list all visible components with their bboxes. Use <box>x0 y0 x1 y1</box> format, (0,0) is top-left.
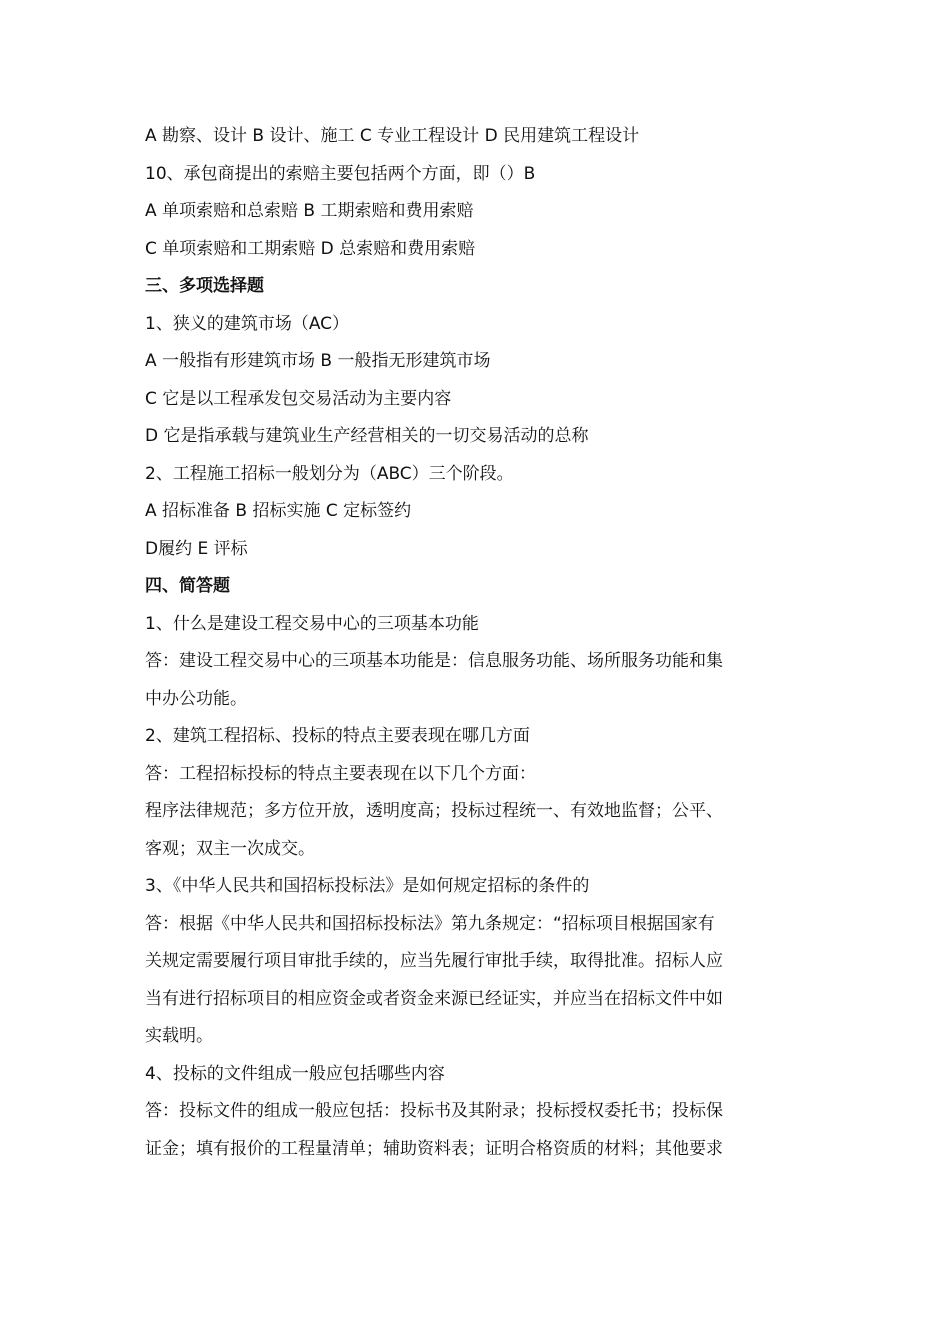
text-line: 10、承包商提出的索赔主要包括两个方面，即（）B <box>145 163 536 184</box>
text-line: A 招标准备 B 招标实施 C 定标签约 <box>145 501 412 521</box>
text-line: 1、什么是建设工程交易中心的三项基本功能 <box>145 613 479 634</box>
text-line: D 它是指承载与建筑业生产经营相关的一切交易活动的总称 <box>145 426 589 446</box>
text-line: 当有进行招标项目的相应资金或者资金来源已经证实，并应当在招标文件中如 <box>145 988 723 1009</box>
text-line: A 一般指有形建筑市场 B 一般指无形建筑市场 <box>145 351 491 371</box>
text-line: 实载明。 <box>145 1026 213 1046</box>
text-line: A 单项索赔和总索赔 B 工期索赔和费用索赔 <box>145 201 474 221</box>
text-line: 4、投标的文件组成一般应包括哪些内容 <box>145 1063 445 1084</box>
section-heading: 三、多项选择题 <box>145 276 264 296</box>
text-line: 答：根据《中华人民共和国招标投标法》第九条规定：“招标项目根据国家有 <box>145 913 715 934</box>
text-line: 答：投标文件的组成一般应包括：投标书及其附录；投标授权委托书；投标保 <box>145 1101 723 1121</box>
text-line: C 单项索赔和工期索赔 D 总索赔和费用索赔 <box>145 238 476 259</box>
text-line: 1、狭义的建筑市场（AC） <box>145 313 350 334</box>
text-line: D履约 E 评标 <box>145 538 248 559</box>
text-line: 程序法律规范；多方位开放，透明度高；投标过程统一、有效地监督；公平、 <box>145 801 723 821</box>
text-line: C 它是以工程承发包交易活动为主要内容 <box>145 388 452 409</box>
section-heading: 四、简答题 <box>145 576 230 596</box>
text-line: A 勘察、设计 B 设计、施工 C 专业工程设计 D 民用建筑工程设计 <box>145 126 640 146</box>
text-line: 答：建设工程交易中心的三项基本功能是：信息服务功能、场所服务功能和集 <box>145 651 723 671</box>
text-line: 关规定需要履行项目审批手续的，应当先履行审批手续，取得批准。招标人应 <box>145 951 723 971</box>
text-line: 2、建筑工程招标、投标的特点主要表现在哪几方面 <box>145 726 530 746</box>
document-page <box>145 118 815 1168</box>
text-line: 证金；填有报价的工程量清单；辅助资料表；证明合格资质的材料；其他要求 <box>145 1138 723 1159</box>
text-line: 客观；双主一次成交。 <box>145 838 315 859</box>
text-line: 3、《中华人民共和国招标投标法》是如何规定招标的条件的 <box>145 876 590 896</box>
document-body <box>145 118 815 1168</box>
text-line: 答：工程招标投标的特点主要表现在以下几个方面： <box>145 763 536 784</box>
text-line: 2、工程施工招标一般划分为（ABC）三个阶段。 <box>145 463 514 484</box>
text-line: 中办公功能。 <box>145 688 247 709</box>
